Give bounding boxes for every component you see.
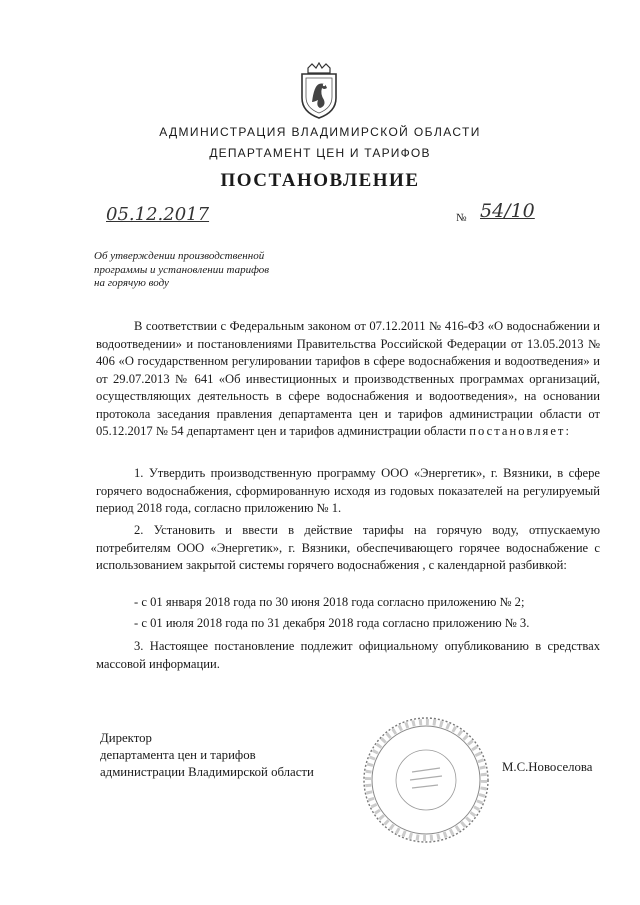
item-3: 3. Настоящее постановление подлежит официальному опубликованию в средствах массовой информации.: [96, 639, 600, 671]
number-sign: №: [456, 212, 467, 224]
document-title: ПОСТАНОВЛЕНИЕ: [220, 170, 420, 191]
item-2-subitem: - с 01 июля 2018 года по 31 декабря 2018 года согласно приложению № 3.: [134, 616, 530, 630]
department-name: ДЕПАРТАМЕНТ ЦЕН И ТАРИФОВ: [209, 146, 431, 160]
document-number: 54/10: [480, 200, 535, 222]
preamble-text: В соответствии с Федеральным законом от 07.12.2011 № 416-ФЗ «О водоснабжении и водоотведении» и постановлениями Правительства Российской Федерации от 13.05.2013 № 406 «О государственном регулировании тарифов в сфере водоснабжения и водоотведения» и от 29.07.2013 № 641 «Об инвестиционных и производственных программах организаций, осуществляющих деятельность в сфере водоснабжения и водоотведения», на основании протокола заседания правления департамента цен и тарифов администрации области от 05.12.2017 № 54 департамент цен и тарифов администрации области: [96, 319, 600, 438]
coat-of-arms-icon: [296, 62, 342, 120]
document-date: 05.12.2017: [106, 204, 210, 225]
decree-word: постановляет:: [469, 424, 571, 438]
signatory-title: [100, 730, 314, 781]
subject-line: программы и установлении тарифов: [94, 263, 270, 276]
organization-name: АДМИНИСТРАЦИЯ ВЛАДИМИРСКОЙ ОБЛАСТИ: [159, 125, 481, 139]
signatory-line: администрации Владимирской области: [100, 765, 314, 779]
document-subject: [94, 250, 304, 291]
official-stamp-icon: [360, 714, 492, 846]
item-1: 1. Утвердить производственную программу ООО «Энергетик», г. Вязники, в сфере горячего водоснабжения, сформированную исходя из годовых показателей на регулируемый период 2018 года, согласно приложению № 1.: [96, 466, 600, 515]
subject-line: на горячую воду: [94, 277, 169, 289]
signatory-name: М.С.Новоселова: [502, 760, 593, 774]
item-2-subitem: - с 01 января 2018 года по 30 июня 2018 года согласно приложению № 2;: [134, 595, 525, 609]
signatory-line: департамента цен и тарифов: [100, 748, 256, 762]
signatory-line: Директор: [100, 731, 152, 745]
item-2: 2. Установить и ввести в действие тарифы на горячую воду, отпускаемую потребителям ООО «Энергетик», г. Вязники, обеспечивающего горячее водоснабжение с использованием закрытой системы горячего водоснабжения , с календарной разбивкой:: [96, 523, 600, 572]
subject-line: Об утверждении производственной: [94, 250, 265, 262]
preamble-paragraph: [96, 318, 600, 441]
